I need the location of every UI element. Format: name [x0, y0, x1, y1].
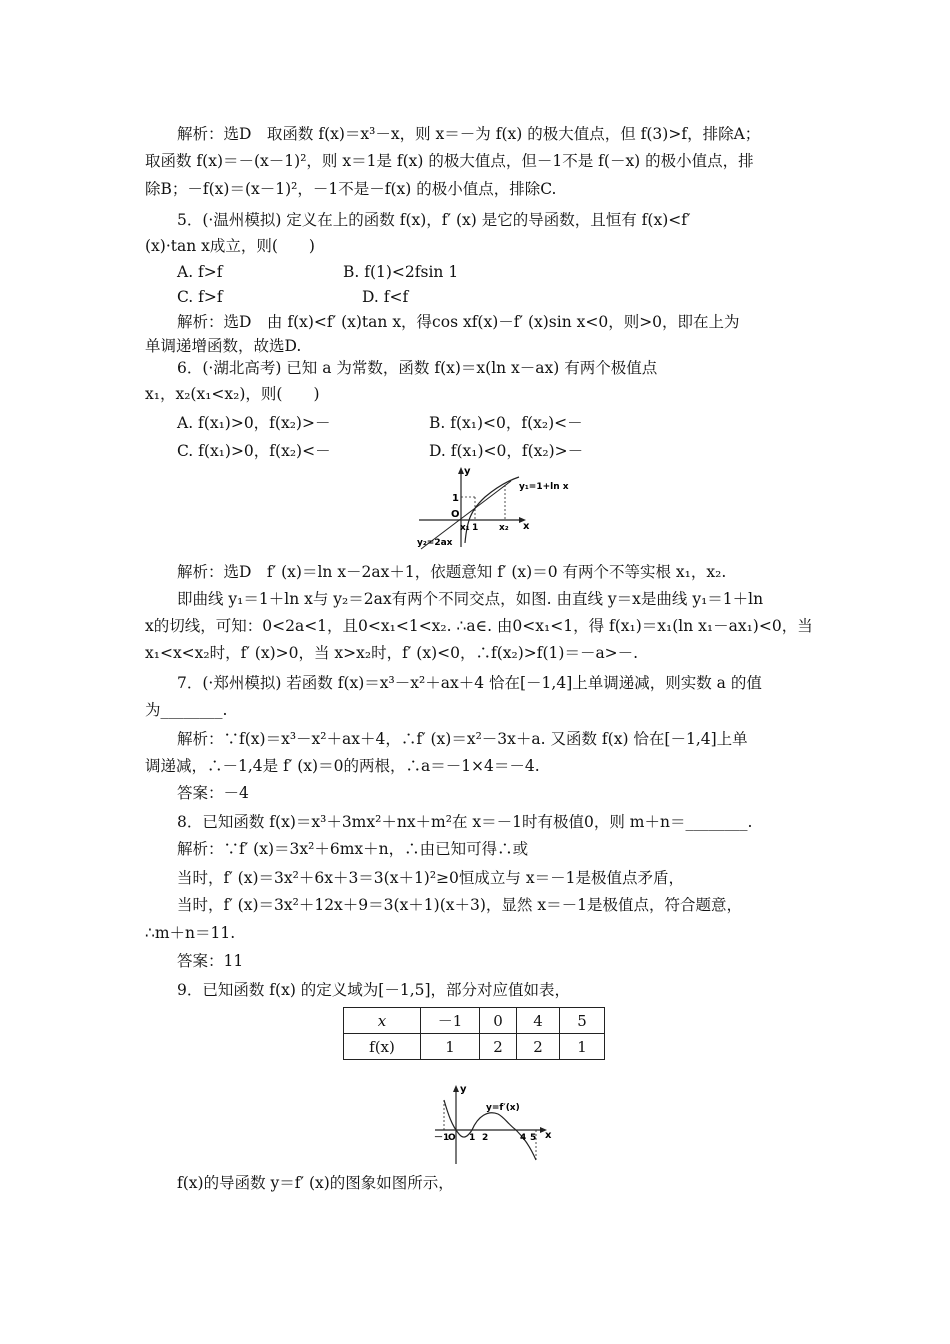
fig2-tick-label: 4: [520, 1133, 527, 1143]
table-cell: f(x): [344, 1034, 421, 1060]
q8-analysis-line-4: ∴m＋n＝11.: [145, 924, 236, 942]
figure-log-curve-intersection: [415, 465, 585, 551]
table-row: [344, 1008, 605, 1034]
q8-question: 8．已知函数 f(x)＝x³＋3mx²＋nx＋m²在 x＝－1时有极值0，则 m＋n＝________.: [177, 813, 753, 831]
q7-question-line-2: 为________.: [145, 701, 228, 719]
q5-question-line-2: (x)·tan x成立，则( ): [145, 237, 315, 255]
table-cell: 2: [517, 1034, 560, 1060]
q6-analysis-line-4: x₁<x<x₂时，f′ (x)>0，当 x>x₂时，f′ (x)<0，∴f(x₂)>f(1)＝－a>－.: [145, 644, 639, 662]
q6-option-d: D. f(x₁)<0，f(x₂)>－: [429, 442, 584, 460]
fig1-y-axis-label: y: [464, 466, 471, 477]
table-cell: 1: [421, 1034, 480, 1060]
table-cell: 2: [480, 1034, 517, 1060]
fig1-x1-label: x₁: [460, 523, 470, 533]
table-header-cell: 4: [517, 1008, 560, 1034]
q5-analysis-line-2: 单调递增函数，故选D.: [145, 337, 302, 355]
q7-question-line-1: 7．(·郑州模拟) 若函数 f(x)＝x³－x²＋ax＋4 恰在[－1,4]上单调递减，则实数 a 的值: [177, 674, 762, 692]
q5-option-d: D. f<f: [362, 288, 409, 306]
fig1-x-axis-label: x: [523, 521, 530, 532]
q7-answer: 答案：－4: [177, 784, 249, 802]
q8-analysis-line-2: 当时，f′ (x)＝3x²＋6x＋3＝3(x＋1)²≥0恒成立与 x＝－1是极值点矛盾，: [177, 869, 684, 887]
table-header-cell: x: [344, 1008, 421, 1034]
q6-question-line-2: x₁，x₂(x₁<x₂)，则( ): [145, 385, 320, 403]
q8-answer: 答案：11: [177, 952, 244, 970]
fig2-curve-label: y=f′(x): [486, 1103, 520, 1113]
table-row: [344, 1034, 605, 1060]
fig1-y-one-label: 1: [452, 493, 459, 504]
q8-analysis-line-1: 解析：∵f′ (x)＝3x²＋6mx＋n，∴由已知可得∴或: [177, 840, 529, 858]
q6-analysis-line-1: 解析：选D f′ (x)＝ln x－2ax＋1，依题意知 f′ (x)＝0 有两个不等实根 x₁，x₂.: [177, 563, 727, 581]
q8-analysis-line-3: 当时，f′ (x)＝3x²＋12x＋9＝3(x＋1)(x＋3)，显然 x＝－1是极值点，符合题意，: [177, 896, 742, 914]
q6-analysis-line-3: x的切线，可知：0<2a<1，且0<x₁<1<x₂. ∴a∈. 由0<x₁<1，得 f(x₁)＝x₁(ln x₁－ax₁)<0，当: [145, 617, 813, 635]
fig2-tick-label: 1: [469, 1133, 476, 1143]
fig2-y-axis-label: y: [460, 1084, 467, 1095]
q6-option-b: B. f(x₁)<0，f(x₂)<－: [429, 414, 583, 432]
value-table: [343, 1007, 605, 1060]
fig1-line-label: y₂=2ax: [417, 538, 453, 548]
figure-derivative-graph: [432, 1082, 562, 1168]
fig2-tick-label: －1: [434, 1133, 450, 1143]
fig2-x-axis-label: x: [545, 1130, 552, 1141]
q5-option-a: A. f>f: [177, 263, 223, 281]
q6-option-c: C. f(x₁)>0，f(x₂)<－: [177, 442, 331, 460]
fig2-tick-label: 2: [482, 1133, 489, 1143]
q4-analysis-line-1: 解析：选D 取函数 f(x)＝x³－x，则 x＝－为 f(x) 的极大值点，但 f(3)>f，排除A；: [177, 125, 761, 143]
fig2-tick-label: 5: [530, 1133, 537, 1143]
q5-option-c: C. f>f: [177, 288, 223, 306]
q5-question-line-1: 5．(·温州模拟) 定义在上的函数 f(x)，f′ (x) 是它的导函数，且恒有 f(x)<f′: [177, 211, 691, 229]
q5-analysis-line-1: 解析：选D 由 f(x)<f′ (x)tan x，得cos xf(x)－f′ (x)sin x<0，则>0，即在上为: [177, 313, 740, 331]
q5-option-b: B. f(1)<2fsin 1: [343, 263, 459, 281]
table-header-cell: 0: [480, 1008, 517, 1034]
table-header-cell: －1: [421, 1008, 480, 1034]
q9-question: 9．已知函数 f(x) 的定义域为[－1,5]，部分对应值如表，: [177, 981, 571, 999]
fig1-origin-label: O: [451, 509, 460, 520]
q4-analysis-line-2: 取函数 f(x)＝－(x－1)²，则 x＝1是 f(x) 的极大值点，但－1不是 f(－x) 的极小值点，排: [145, 152, 754, 170]
q6-question-line-1: 6．(·湖北高考) 已知 a 为常数，函数 f(x)＝x(ln x－ax) 有两个极值点: [177, 359, 658, 377]
fig2-origin-label: O: [448, 1133, 456, 1143]
q9-derivative-caption: f(x)的导函数 y＝f′ (x)的图象如图所示，: [177, 1174, 454, 1192]
q7-analysis-line-2: 调递减，∴－1,4是 f′ (x)＝0的两根，∴a＝－1×4＝－4.: [145, 757, 540, 775]
table-cell: 1: [560, 1034, 605, 1060]
q4-analysis-line-3: 除B；－f(x)＝(x－1)²，－1不是－f(x) 的极小值点，排除C.: [145, 180, 557, 198]
q7-analysis-line-1: 解析：∵f(x)＝x³－x²＋ax＋4，∴f′ (x)＝x²－3x＋a. 又函数 f(x) 恰在[－1,4]上单: [177, 730, 748, 748]
q6-analysis-line-2: 即曲线 y₁＝1＋ln x与 y₂＝2ax有两个不同交点，如图. 由直线 y＝x是曲线 y₁＝1＋ln: [177, 590, 764, 608]
table-header-cell: 5: [560, 1008, 605, 1034]
fig1-curve-label: y₁=1+ln x: [519, 482, 569, 492]
q6-option-a: A. f(x₁)>0，f(x₂)>－: [177, 414, 331, 432]
fig1-x-one-label: 1: [472, 523, 479, 533]
fig1-x2-label: x₂: [499, 523, 509, 533]
